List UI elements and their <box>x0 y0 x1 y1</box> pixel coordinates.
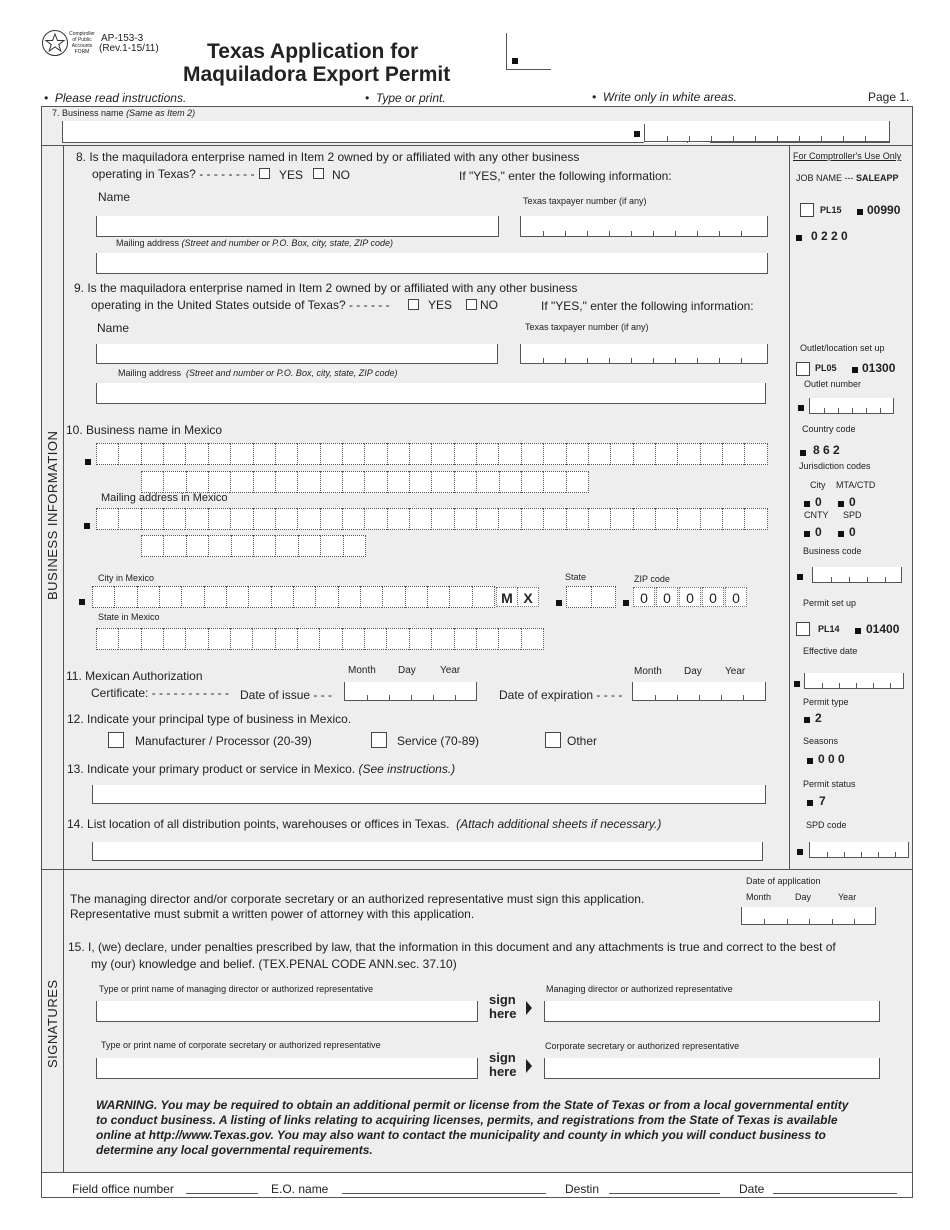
item8-question-line2: operating in Texas? - - - - - - - - <box>92 167 255 181</box>
app-year: Year <box>838 892 857 902</box>
item9-mailing-label: Mailing address (Street and number or P.O. Box, city, state, ZIP code) <box>118 368 398 378</box>
city-label: City in Mexico <box>98 573 155 583</box>
marker <box>797 849 803 855</box>
cs-signature-input[interactable] <box>544 1058 880 1079</box>
md-print-label: Type or print name of managing director or authorized representative <box>99 984 374 994</box>
seasons-label: Seasons <box>803 736 839 746</box>
mta-value: 0 <box>849 495 856 509</box>
item9-name-input[interactable] <box>96 344 498 364</box>
item10-label: 10. Business name in Mexico <box>66 423 223 437</box>
form-number: AP-153-3 <box>101 33 144 44</box>
state-mexico-label: State in Mexico <box>98 612 160 622</box>
spd-label: SPD <box>843 510 862 520</box>
declaration-1: 15. I, (we) declare, under penalties prescribed by law, that the information in this document and any attachments is true and correct to the best of <box>68 940 836 954</box>
marker <box>804 531 810 537</box>
item11-label: 11. Mexican Authorization <box>66 669 203 683</box>
item8-question: 8. Is the maquiladora enterprise named in Item 2 owned by or affiliated with any other business <box>76 150 580 164</box>
date-application-label: Date of application <box>746 876 821 886</box>
destin-label: Destin <box>565 1182 600 1196</box>
star-icon <box>43 31 67 55</box>
marker <box>79 599 85 605</box>
mexico-mailing-label: Mailing address in Mexico <box>101 492 228 504</box>
city-code-label: City <box>810 480 826 490</box>
declaration-2: my (our) knowledge and belief. (TEX.PENAL CODE ANN.sec. 37.10) <box>91 957 457 971</box>
signature-intro-1: The managing director and/or corporate secretary or an authorized representative must sign this application. <box>70 892 645 906</box>
pl15-checkbox[interactable] <box>800 203 814 217</box>
cnty-label: CNTY <box>804 510 829 520</box>
date-expiration-label: Date of expiration - - - - <box>499 688 623 702</box>
marker <box>804 501 810 507</box>
item9-taxpayer-label: Texas taxpayer number (if any) <box>525 322 649 332</box>
item8-mailing-input[interactable] <box>96 253 768 274</box>
marker <box>623 600 629 606</box>
marker <box>634 131 640 137</box>
instruction-type: • Type or print. <box>365 91 446 105</box>
marker <box>794 681 800 687</box>
marker <box>798 405 804 411</box>
zip-digit: 0 <box>656 587 678 607</box>
item9-no-label: NO <box>480 298 498 312</box>
item8-no-label: NO <box>332 168 350 182</box>
item8-if-yes: If "YES," enter the following information: <box>459 169 672 183</box>
eo-name-label: E.O. name <box>271 1182 329 1196</box>
date-expiration-input[interactable] <box>632 682 766 701</box>
marker <box>84 523 90 529</box>
marker <box>838 531 844 537</box>
issue-year: Year <box>440 665 461 676</box>
country-code-label: Country code <box>802 424 856 434</box>
form-revision: (Rev.1-15/11) <box>99 43 159 54</box>
effective-date-label: Effective date <box>803 646 858 656</box>
permit-type-label: Permit type <box>803 697 849 707</box>
country-code-x: X <box>517 587 539 607</box>
mexico-name-input-row1[interactable] <box>96 443 768 465</box>
marker <box>852 367 858 373</box>
other-checkbox[interactable] <box>545 732 561 748</box>
permit-setup-label: Permit set up <box>803 598 857 608</box>
manufacturer-checkbox[interactable] <box>108 732 124 748</box>
permit-type-value: 2 <box>815 711 822 725</box>
warning-line1: WARNING. You may be required to obtain an additional permit or license from the State of Texas or from a local governmental entity <box>96 1098 849 1112</box>
code-0220: 0 2 2 0 <box>811 229 848 243</box>
other-label: Other <box>567 734 598 748</box>
city-input[interactable] <box>92 586 495 608</box>
manufacturer-label: Manufacturer / Processor (20-39) <box>135 734 312 748</box>
mexico-name-input-row2[interactable] <box>141 471 589 493</box>
service-checkbox[interactable] <box>371 732 387 748</box>
marker <box>556 600 562 606</box>
marker <box>804 717 810 723</box>
item7-tick-row <box>644 124 890 142</box>
item9-question: 9. Is the maquiladora enterprise named in Item 2 owned by or affiliated with any other business <box>74 281 578 295</box>
section-divider <box>41 869 913 870</box>
signature-intro-2: Representative must submit a written power of attorney with this application. <box>70 907 475 921</box>
service-label: Service (70-89) <box>397 734 480 748</box>
item14-label: 14. List location of all distribution points, warehouses or offices in Texas. (Attach additional sheets if necessary.) <box>67 817 662 831</box>
item9-taxpayer-input[interactable] <box>520 344 768 364</box>
field-office-label: Field office number <box>72 1182 174 1196</box>
marker <box>797 574 803 580</box>
page-number: Page 1. <box>868 90 910 104</box>
zip-digit: 0 <box>679 587 701 607</box>
zip-digit: 0 <box>633 587 655 607</box>
md-sign-label: Managing director or authorized representative <box>546 984 733 994</box>
country-code-m: M <box>496 587 518 607</box>
md-sign-here: sign here <box>489 992 517 1021</box>
pl14-value: 01400 <box>866 622 900 636</box>
pl14-checkbox[interactable] <box>796 622 810 636</box>
mta-label: MTA/CTD <box>836 480 876 490</box>
comptroller-divider <box>789 145 790 869</box>
section-divider <box>63 145 64 1198</box>
spd-code-input[interactable] <box>809 842 909 858</box>
pl14-label: PL14 <box>818 624 840 634</box>
outlet-setup-label: Outlet/location set up <box>800 343 885 353</box>
md-signature-input[interactable] <box>544 1001 880 1022</box>
date-label: Date <box>739 1182 765 1196</box>
item9-if-yes: If "YES," enter the following information: <box>541 299 754 313</box>
outlet-number-input[interactable] <box>809 398 894 414</box>
divider <box>41 145 913 146</box>
distribution-points-input[interactable] <box>92 842 763 861</box>
pl05-label: PL05 <box>815 363 837 373</box>
country-code-value: 8 6 2 <box>813 443 840 457</box>
mexico-mailing-input-row1[interactable] <box>96 508 768 530</box>
marker <box>838 501 844 507</box>
cs-print-label: Type or print name of corporate secretary or authorized representative <box>101 1040 381 1050</box>
date-line <box>773 1193 897 1194</box>
date-issue-label: Date of issue - - - <box>240 688 333 702</box>
permit-status-label: Permit status <box>803 779 856 789</box>
item7-label: 7. Business name (Same as Item 2) <box>52 108 196 118</box>
warning-line2: to conduct business. A listing of links relating to acquiring licenses, permits, and registrations from the State of Texas is available <box>96 1113 838 1127</box>
instruction-read: • Please read instructions. <box>44 91 187 105</box>
marker <box>855 628 861 634</box>
corner-mark-v <box>506 33 507 70</box>
destin-line <box>609 1193 720 1194</box>
item9-yes-checkbox[interactable] <box>408 299 419 310</box>
exp-month: Month <box>634 666 662 677</box>
effective-date-input[interactable] <box>804 673 904 689</box>
comptroller-heading: For Comptroller's Use Only <box>793 151 902 161</box>
item8-mailing-label: Mailing address (Street and number or P.O. Box, city, state, ZIP code) <box>116 238 393 248</box>
item8-name-label: Name <box>98 190 131 204</box>
city-code-value: 0 <box>815 495 822 509</box>
pl05-checkbox[interactable] <box>796 362 810 376</box>
app-month: Month <box>746 892 772 902</box>
business-code-input[interactable] <box>812 567 902 583</box>
cnty-value: 0 <box>815 525 822 539</box>
cs-print-input[interactable] <box>96 1058 478 1079</box>
item9-name-label: Name <box>97 321 130 335</box>
item8-yes-checkbox[interactable] <box>259 168 270 179</box>
outlet-number-label: Outlet number <box>804 379 862 389</box>
business-code-label: Business code <box>803 546 862 556</box>
mexico-mailing-input-row2[interactable] <box>141 535 366 557</box>
item13-label: 13. Indicate your primary product or service in Mexico. (See instructions.) <box>67 762 456 776</box>
state-input[interactable] <box>566 586 616 608</box>
pl15-value: 00990 <box>867 203 901 217</box>
instruction-write: • Write only in white areas. <box>592 90 737 104</box>
state-label: State <box>565 572 587 582</box>
spd-value: 0 <box>849 525 856 539</box>
spd-code-label: SPD code <box>806 820 847 830</box>
warning-line4: determine any local governmental requirements. <box>96 1143 373 1157</box>
item8-yes-label: YES <box>279 168 304 182</box>
certificate-label: Certificate: - - - - - - - - - - - <box>91 686 229 700</box>
cs-sign-label: Corporate secretary or authorized representative <box>545 1041 740 1051</box>
marker <box>857 209 863 215</box>
eo-name-line <box>342 1193 546 1194</box>
marker <box>796 235 802 241</box>
arrow-right-icon <box>526 1001 532 1015</box>
zip-label: ZIP code <box>634 574 670 584</box>
seal-text: Comptroller of Public Accounts FORM <box>69 31 95 55</box>
jurisdiction-label: Jurisdiction codes <box>799 461 871 471</box>
warning-line3: online at http://www.Texas.gov. You may also want to contact the municipality and county in which you will conduct business to <box>96 1128 826 1142</box>
item9-yes-label: YES <box>428 298 453 312</box>
date-issue-input[interactable] <box>344 682 477 701</box>
cs-sign-here: sign here <box>489 1050 517 1079</box>
zip-digit: 0 <box>725 587 747 607</box>
primary-product-input[interactable] <box>92 785 766 804</box>
form-title-line1: Texas Application for <box>207 40 419 63</box>
pl05-value: 01300 <box>862 361 896 375</box>
marker <box>807 800 813 806</box>
business-information-label: BUSINESS INFORMATION <box>45 430 60 600</box>
form-title-line2: Maquiladora Export Permit <box>183 63 451 86</box>
exp-year: Year <box>725 666 746 677</box>
job-name: JOB NAME --- SALEAPP <box>796 173 899 183</box>
item9-mailing-input[interactable] <box>96 383 766 404</box>
marker <box>800 450 806 456</box>
item12-label: 12. Indicate your principal type of business in Mexico. <box>67 712 352 726</box>
marker <box>512 58 518 64</box>
state-mexico-input[interactable] <box>96 628 544 650</box>
md-print-input[interactable] <box>96 1001 478 1022</box>
comptroller-seal <box>42 30 68 56</box>
exp-day: Day <box>684 666 702 677</box>
date-application-input[interactable] <box>741 907 876 925</box>
zip-digit: 0 <box>702 587 724 607</box>
item8-taxpayer-input[interactable] <box>520 216 768 237</box>
issue-month: Month <box>348 665 376 676</box>
marker <box>807 758 813 764</box>
signatures-label: SIGNATURES <box>45 979 60 1068</box>
item8-taxpayer-label: Texas taxpayer number (if any) <box>523 196 647 206</box>
marker <box>85 459 91 465</box>
item9-question-line2: operating in the United States outside of Texas? - - - - - - <box>91 298 390 312</box>
arrow-right-icon <box>526 1059 532 1073</box>
issue-day: Day <box>398 665 416 676</box>
pl15-label: PL15 <box>820 205 842 215</box>
corner-mark-h <box>506 69 551 70</box>
permit-status-value: 7 <box>819 794 826 808</box>
item8-no-checkbox[interactable] <box>313 168 324 179</box>
seasons-value: 0 0 0 <box>818 752 845 766</box>
field-office-line <box>186 1193 258 1194</box>
item8-name-input[interactable] <box>96 216 499 237</box>
app-day: Day <box>795 892 812 902</box>
item9-no-checkbox[interactable] <box>466 299 477 310</box>
